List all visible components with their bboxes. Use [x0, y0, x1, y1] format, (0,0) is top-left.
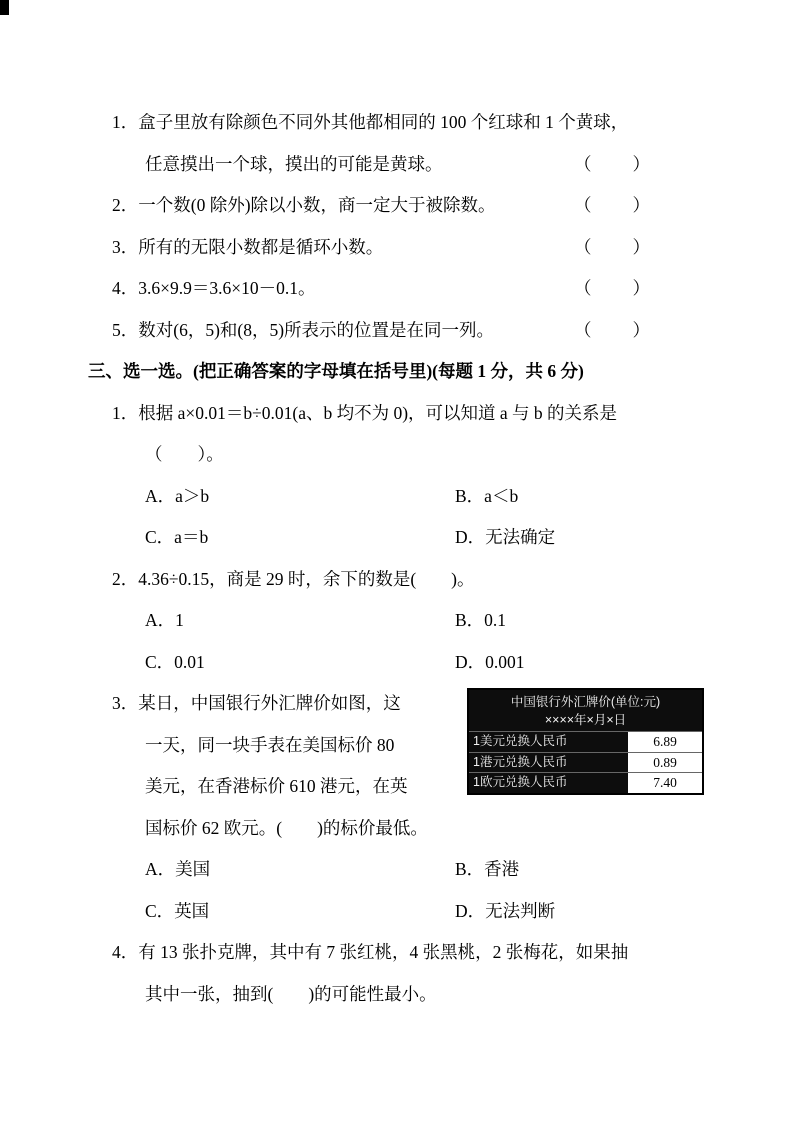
option-d: D．0.001: [455, 651, 525, 672]
option-c: C．a＝b: [145, 527, 209, 547]
question-number: 1．: [112, 112, 139, 132]
question-text: 根据 a×0.01＝b÷0.01(a、b 均不为 0)，可以知道 a 与 b 的关系是: [138, 402, 618, 423]
option-c: C．0.01: [145, 651, 205, 672]
section-title: 三、选一选。(把正确答案的字母填在括号里)(每题 1 分，共 6 分): [88, 361, 584, 381]
option-d: D．无法确定: [455, 527, 556, 547]
question-text: 所有的无限小数都是循环小数。: [138, 236, 384, 257]
choice-question-3-options-ab: [145, 849, 793, 891]
exchange-rate-table-date: ××××年×月×日: [544, 713, 627, 728]
choice-question-1-options-ab: [145, 476, 793, 518]
choice-question-3-block: [0, 683, 793, 849]
question-number: 3．: [112, 236, 139, 257]
exchange-rate-table: [467, 688, 704, 795]
tf-question-1-line-1: [112, 102, 652, 144]
question-number: 2．: [112, 195, 139, 215]
option-b: B．0.1: [455, 610, 507, 630]
choice-question-4-line-2: 其中一张，抽到( )的可能性最小。: [145, 983, 437, 1004]
answer-blank: （ ）: [574, 319, 652, 340]
option-b: B．香港: [455, 859, 520, 879]
currency-label: 1港元兑换人民币: [473, 754, 568, 769]
choice-question-2: [112, 559, 793, 601]
answer-blank: （ ）: [574, 236, 652, 257]
tf-question-3: [112, 227, 652, 269]
option-a: A．a＞b: [145, 485, 210, 506]
question-text: 某日，中国银行外汇牌价如图，这: [138, 693, 401, 713]
answer-blank: （ ）: [574, 153, 652, 174]
answer-blank: （ ）: [574, 278, 652, 298]
currency-label: 1欧元兑换人民币: [473, 775, 568, 790]
choice-question-4-line-1: [112, 932, 793, 974]
question-number: 3．: [112, 693, 139, 713]
rate-value: 6.89: [628, 732, 702, 752]
exchange-rate-table-title: 中国银行外汇牌价(单位:元): [510, 695, 661, 709]
option-b: B．a＜b: [455, 485, 519, 506]
question-text: 3.6×9.9＝3.6×10－0.1。: [138, 278, 316, 298]
question-number: 1．: [112, 402, 139, 423]
table-row: [469, 772, 702, 793]
question-number: 4．: [112, 278, 139, 298]
tf-question-1-line-2: [145, 144, 652, 186]
rate-value: 0.89: [628, 753, 702, 773]
option-a: A．1: [145, 610, 184, 630]
question-text: 任意摸出一个球，摸出的可能是黄球。: [145, 153, 443, 174]
question-text: 一个数(0 除外)除以小数，商一定大于被除数。: [138, 195, 496, 215]
choice-question-2-options-ab: [145, 600, 793, 642]
choice-question-3-line-2: 一天，同一块手表在美国标价 80: [145, 734, 395, 755]
tf-question-5: [112, 310, 652, 352]
question-text: 4.36÷0.15，商是 29 时，余下的数是( )。: [138, 568, 475, 589]
tf-question-2: [112, 185, 652, 227]
question-number: 2．: [112, 568, 139, 589]
scan-corner-mark: [0, 0, 9, 15]
question-number: 5．: [112, 319, 139, 340]
choice-question-1-options-cd: [145, 517, 793, 559]
option-a: A．美国: [145, 859, 211, 879]
table-row: [469, 752, 702, 773]
choice-question-3-line-3: 美元，在香港标价 610 港元，在英: [145, 776, 408, 796]
option-c: C．英国: [145, 900, 210, 921]
choice-question-3-line-4: 国标价 62 欧元。( )的标价最低。: [145, 817, 428, 838]
option-d: D．无法判断: [455, 900, 556, 921]
answer-blank: （ ）: [574, 195, 652, 215]
rate-value: 7.40: [628, 773, 702, 793]
choice-question-3-options-cd: [145, 891, 793, 933]
choice-question-2-options-cd: [145, 642, 793, 684]
question-text: 数对(6，5)和(8，5)所表示的位置是在同一列。: [138, 319, 495, 340]
tf-question-4: [112, 268, 652, 310]
question-number: 4．: [112, 942, 139, 962]
choice-question-1-line-1: [112, 393, 793, 435]
table-row: [469, 731, 702, 752]
choice-question-1-line-2: （ ）。: [145, 444, 224, 464]
question-text: 有 13 张扑克牌，其中有 7 张红桃，4 张黑桃，2 张梅花，如果抽: [138, 942, 629, 962]
question-text: 盒子里放有除颜色不同外其他都相同的 100 个红球和 1 个黄球，: [138, 112, 629, 132]
currency-label: 1美元兑换人民币: [473, 734, 568, 749]
